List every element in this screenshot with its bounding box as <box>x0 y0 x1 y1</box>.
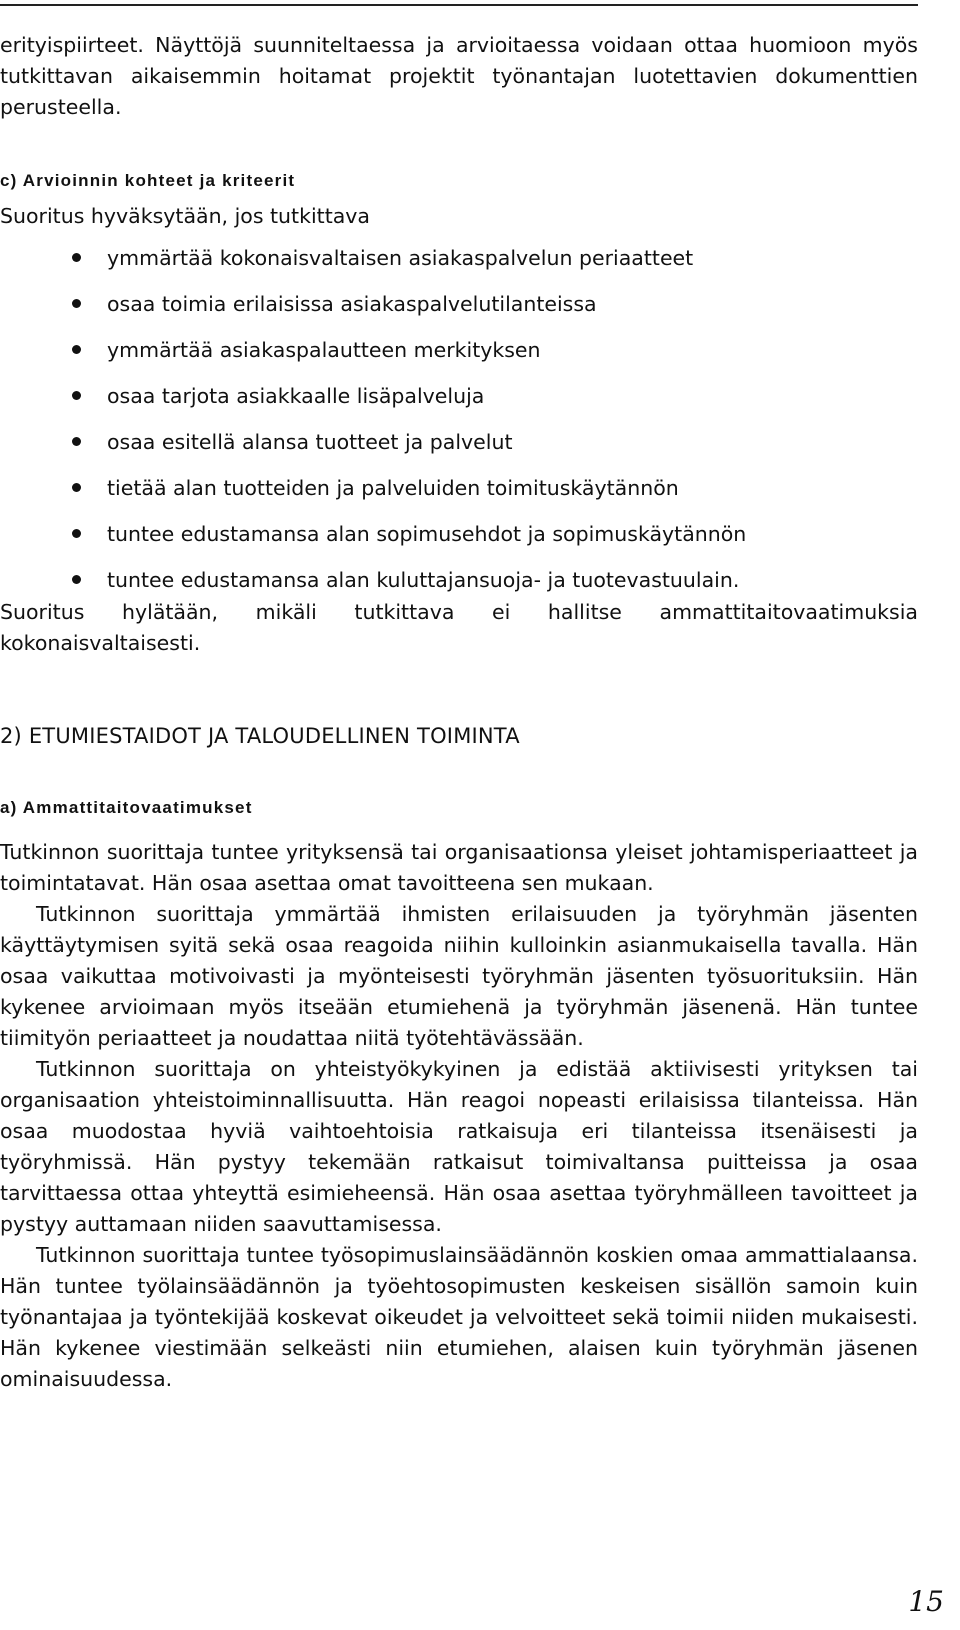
top-rule <box>0 4 918 6</box>
bullet-icon <box>72 299 81 308</box>
bullet-icon <box>72 253 81 262</box>
body-paragraph: Tutkinnon suorittaja tuntee työsopimuslainsäädännön koskien omaa ammattialaansa. Hän tuntee työlainsäädännön ja työehtosopimusten keskeisen sisällön samoin kuin työnantajaa ja työntekijää koskevat oikeudet ja velvoitteet sekä toimii niiden mukaisesti. Hän kykenee viestimään selkeästi niin etumiehen, alaisen kuin työryhmän jäsenen ominaisuudessa. <box>0 1243 918 1391</box>
list-item <box>0 465 918 511</box>
bullet-icon <box>72 575 81 584</box>
page-content <box>0 30 918 1395</box>
body-paragraph: Tutkinnon suorittaja on yhteistyökykyinen ja edistää aktiivisesti yrityksen tai organisaation yhteistoiminnallisuutta. Hän reagoi nopeasti erilaisissa tilanteissa. Hän osaa muodostaa hyviä vaihtoehtoisia ratkaisuja eri tilanteissa itsenäisesti ja työryhmissä. Hän pystyy tekemään ratkaisut toimivaltansa puitteissa ja osaa tarvittaessa ottaa yhteyttä esimieheensä. Hän osaa asettaa työryhmälleen tavoitteet ja pystyy auttamaan niiden saavuttamisessa. <box>0 1057 918 1236</box>
bullet-icon <box>72 345 81 354</box>
body-paragraph: Tutkinnon suorittaja tuntee yrityksensä tai organisaationsa yleiset johtamisperiaatteet ja toimintatavat. Hän osaa asettaa omat tavoitteena sen mukaan. <box>0 840 918 895</box>
section-2-heading: 2) ETUMIESTAIDOT JA TALOUDELLINEN TOIMINTA <box>0 724 520 748</box>
section-c-lead: Suoritus hyväksytään, jos tutkittava <box>0 204 370 228</box>
list-item-text: osaa tarjota asiakkaalle lisäpalveluja <box>107 384 485 408</box>
rejection-paragraph: Suoritus hylätään, mikäli tutkittava ei hallitse ammattitaitovaatimuksia kokonaisvaltaisesti. <box>0 600 918 655</box>
list-item-text: ymmärtää kokonaisvaltaisen asiakaspalvelun periaatteet <box>107 246 694 270</box>
list-item <box>0 557 918 603</box>
list-item-text: ymmärtää asiakaspalautteen merkityksen <box>107 338 541 362</box>
list-item-text: tietää alan tuotteiden ja palveluiden toimituskäytännön <box>107 476 679 500</box>
list-item <box>0 235 918 281</box>
bullet-icon <box>72 529 81 538</box>
section-2-subheading: a) Ammattitaitovaatimukset <box>0 798 253 817</box>
list-item-text: tuntee edustamansa alan sopimusehdot ja sopimuskäytännön <box>107 522 747 546</box>
list-item-text: osaa toimia erilaisissa asiakaspalvelutilanteissa <box>107 292 597 316</box>
criteria-list <box>0 235 918 603</box>
list-item <box>0 419 918 465</box>
bullet-icon <box>72 437 81 446</box>
section-c-heading: c) Arvioinnin kohteet ja kriteerit <box>0 171 296 190</box>
list-item <box>0 327 918 373</box>
list-item <box>0 373 918 419</box>
bullet-icon <box>72 391 81 400</box>
list-item <box>0 281 918 327</box>
body-paragraph: Tutkinnon suorittaja ymmärtää ihmisten erilaisuuden ja työryhmän jäsenten käyttäytymisen syitä sekä osaa reagoida niihin kulloinkin asianmukaisella tavalla. Hän osaa vaikuttaa motivoivasti ja myönteisesti työryhmän jäsenten työsuorituksiin. Hän kykenee arvioimaan myös itseään etumiehenä ja työryhmän jäsenenä. Hän tuntee tiimityön periaatteet ja noudattaa niitä työtehtävässään. <box>0 902 918 1050</box>
page-number: 15 <box>908 1585 944 1618</box>
bullet-icon <box>72 483 81 492</box>
list-item-text: tuntee edustamansa alan kuluttajansuoja- ja tuotevastuulain. <box>107 568 740 592</box>
intro-paragraph: erityispiirteet. Näyttöjä suunniteltaessa ja arvioitaessa voidaan ottaa huomioon myös tutkittavan aikaisemmin hoitamat projektit työnantajan luotettavien dokumenttien perusteella. <box>0 33 918 119</box>
list-item-text: osaa esitellä alansa tuotteet ja palvelut <box>107 430 513 454</box>
list-item <box>0 511 918 557</box>
